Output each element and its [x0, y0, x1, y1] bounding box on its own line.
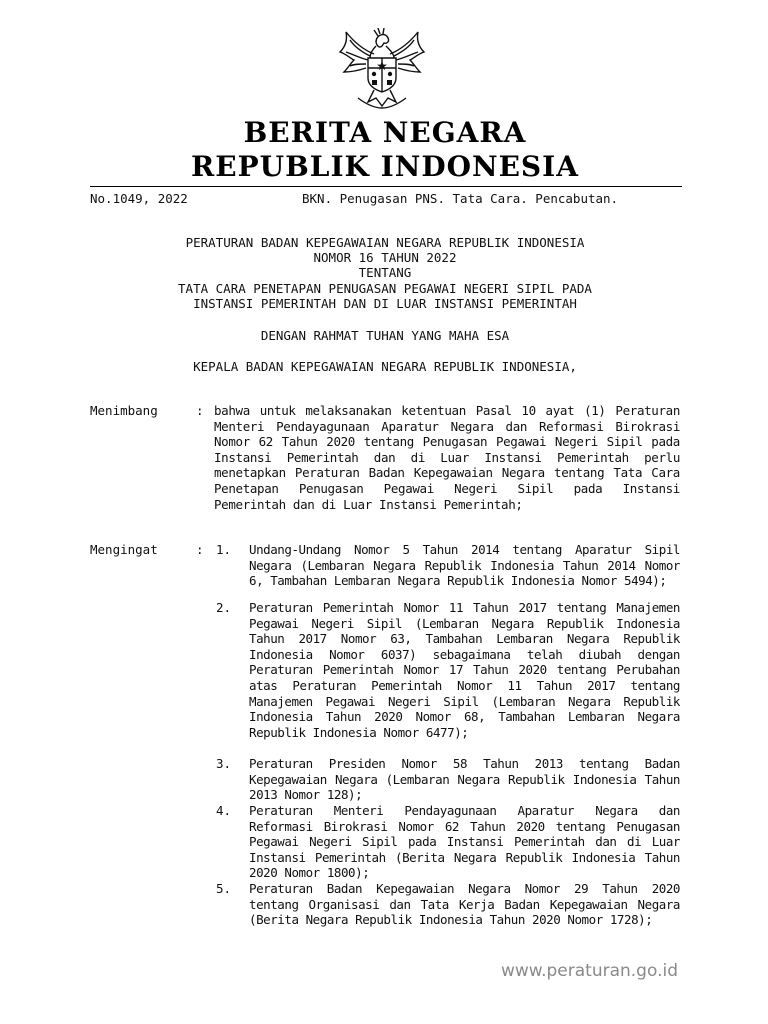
mengingat-item-4-text: Peraturan Menteri Pendayagunaan Aparatur Negara dan Reformasi Birokrasi Nomor 62 Tahun 2020 tentang Penugasan Pegawai Negeri Sipil pada Instansi Pemerintah dan di Luar Instansi Pemerintah (Berita Negara Republik Indonesia Tahun 2020 Nomor 1800); [249, 803, 680, 881]
regulation-title-line1: PERATURAN BADAN KEPEGAWAIAN NEGARA REPUBLIK INDONESIA [185, 235, 585, 250]
mengingat-item-2-number: 2. [216, 600, 232, 615]
mengingat-item-4-number: 4. [216, 803, 232, 818]
gazette-number: No.1049, 2022 [90, 191, 188, 206]
mengingat-item-3-text: Peraturan Presiden Nomor 58 Tahun 2013 tentang Badan Kepegawaian Negara (Lembaran Negara Republik Indonesia Tahun 2013 Nomor 128); [249, 756, 680, 803]
mengingat-label: Mengingat [90, 542, 158, 557]
regulation-title-line3: TENTANG [358, 265, 412, 280]
garuda-emblem-icon [336, 28, 428, 110]
issuer: KEPALA BADAN KEPEGAWAIAN NEGARA REPUBLIK INDONESIA, [193, 359, 577, 374]
menimbang-label: Menimbang [90, 403, 158, 418]
invocation: DENGAN RAHMAT TUHAN YANG MAHA ESA [260, 328, 510, 343]
regulation-title-line2: NOMOR 16 TAHUN 2022 [313, 250, 457, 265]
regulation-title-line5: INSTANSI PEMERINTAH DAN DI LUAR INSTANSI PEMERINTAH [193, 296, 577, 311]
mengingat-item-1-number: 1. [216, 542, 232, 557]
menimbang-colon: : [196, 403, 204, 418]
mengingat-item-5-text: Peraturan Badan Kepegawaian Negara Nomor 29 Tahun 2020 tentang Organisasi dan Tata Kerja Badan Kepegawaian Negara (Berita Negara Republik Indonesia Tahun 2020 Nomor 1728); [249, 881, 680, 928]
masthead-title-line1: BERITA NEGARA [243, 116, 527, 149]
mengingat-item-2-text: Peraturan Pemerintah Nomor 11 Tahun 2017 tentang Manajemen Pegawai Negeri Sipil (Lembaran Negara Republik Indonesia Tahun 2017 Nomor 63, Tambahan Lembaran Negara Republik Indonesia Nomor 6037) sebagaimana telah diubah dengan Peraturan Pemerintah Nomor 17 Tahun 2020 tentang Perubahan atas Peraturan Pemerintah Nomor 11 Tahun 2017 tentang Manajemen Pegawai Negeri Sipil (Lembaran Negara Republik Indonesia Tahun 2020 Nomor 68, Tambahan Lembaran Negara Republik Indonesia Nomor 6477); [249, 600, 680, 740]
mengingat-colon: : [196, 542, 204, 557]
menimbang-text: bahwa untuk melaksanakan ketentuan Pasal 10 ayat (1) Peraturan Menteri Pendayagunaan Aparatur Negara dan Reformasi Birokrasi Nomor 62 Tahun 2020 tentang Penugasan Pegawai Negeri Sipil pada Instansi Pemerintah dan di Luar Instansi Pemerintah perlu menetapkan Peraturan Badan Kepegawaian Negara tentang Tata Cara Penetapan Penugasan Pegawai Negeri Sipil pada Instansi Pemerintah dan di Luar Instansi Pemerintah; [214, 403, 680, 512]
regulation-title-line4: TATA CARA PENETAPAN PENUGASAN PEGAWAI NEGERI SIPIL PADA [178, 281, 592, 296]
mengingat-item-5-number: 5. [216, 881, 232, 896]
mengingat-item-1-text: Undang-Undang Nomor 5 Tahun 2014 tentang Aparatur Sipil Negara (Lembaran Negara Republik Indonesia Tahun 2014 Nomor 6, Tambahan Lembaran Negara Republik Indonesia Nomor 5494); [249, 542, 680, 589]
header-rule [90, 186, 682, 187]
masthead-title-line2: REPUBLIK INDONESIA [191, 150, 579, 183]
watermark-url: www.peraturan.go.id [500, 961, 678, 981]
gazette-subject: BKN. Penugasan PNS. Tata Cara. Pencabutan. [302, 191, 619, 206]
mengingat-item-3-number: 3. [216, 756, 232, 771]
